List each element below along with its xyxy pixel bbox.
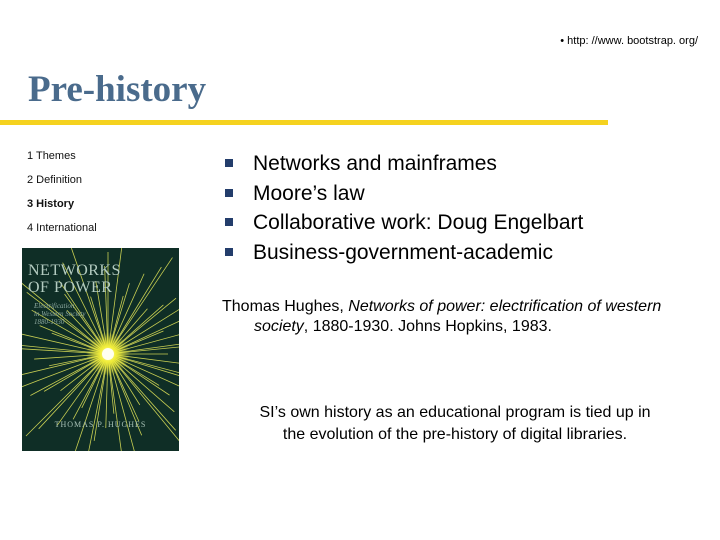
citation (222, 297, 692, 337)
bullet-item (225, 149, 583, 179)
closing-statement: SI’s own history as an educational program is tied up in the evolution of the pre-history of digital libraries. (259, 404, 651, 443)
square-bullet-icon (225, 159, 233, 167)
citation-title: Networks of power: electrification of western society (254, 298, 662, 335)
bullet-text: Networks and mainframes (253, 152, 497, 175)
book-cover-image (22, 248, 179, 451)
nav-item-themes[interactable]: 1 Themes (27, 150, 76, 162)
bullet-item (225, 208, 583, 238)
section-nav (27, 150, 97, 246)
square-bullet-icon (225, 218, 233, 226)
citation-author: Thomas Hughes, (222, 298, 349, 315)
bullet-text: Moore’s law (253, 181, 365, 205)
title-divider (0, 120, 608, 125)
book-cover-title: NETWORKS OF POWER (28, 262, 121, 296)
bullet-item (225, 179, 583, 209)
book-cover-subtitle: Electrification in Western Society 1880-1930 (34, 302, 86, 326)
nav-item-international[interactable]: 4 International (27, 222, 97, 234)
square-bullet-icon (225, 189, 233, 197)
square-bullet-icon (225, 248, 233, 256)
book-cover-author: THOMAS P. HUGHES (54, 420, 147, 429)
citation-publication: , 1880-1930. Johns Hopkins, 1983. (303, 318, 552, 335)
nav-item-history[interactable]: 3 History (27, 198, 75, 210)
bullet-item (225, 238, 583, 268)
nav-item-definition[interactable]: 2 Definition (27, 174, 83, 186)
bullet-text: Collaborative work: Doug Engelbart (253, 211, 584, 234)
slide-title: Pre-history (28, 69, 207, 110)
bullet-list (225, 149, 583, 267)
header-url[interactable]: • http: //www. bootstrap. org/ (560, 35, 698, 47)
bullet-text: Business-government-academic (253, 240, 553, 264)
